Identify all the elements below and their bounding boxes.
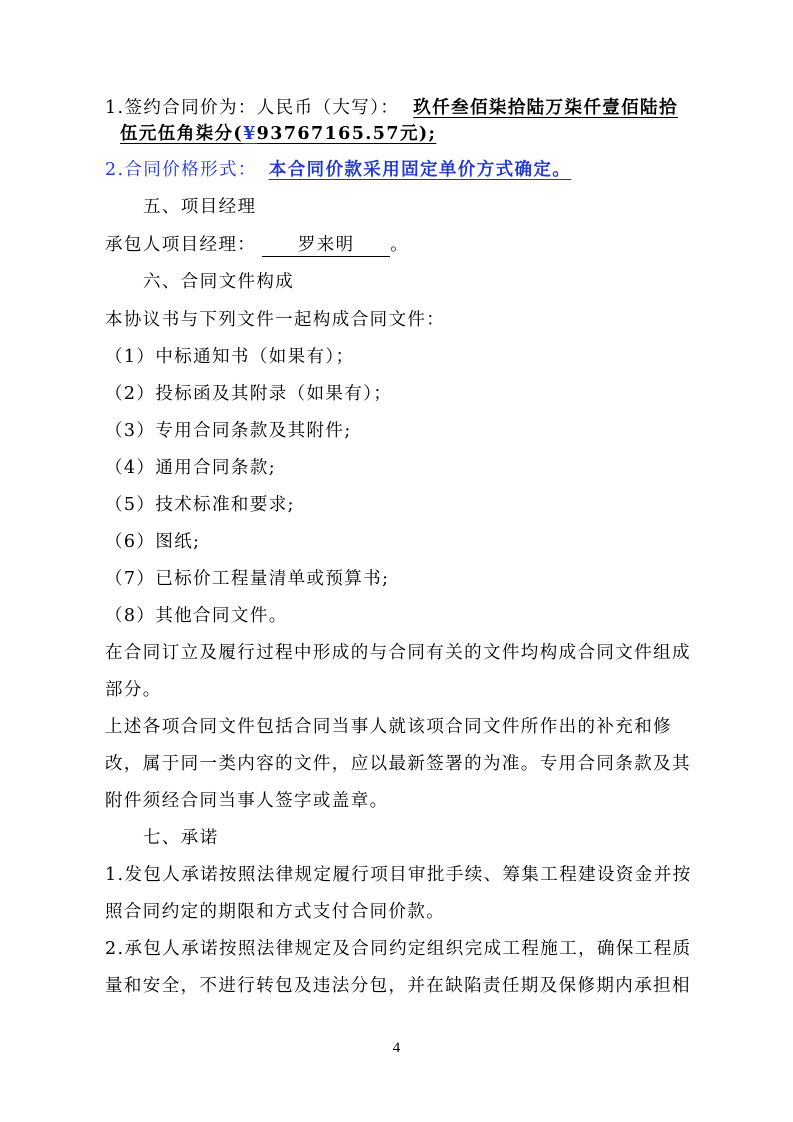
contract-price-label: 1.签约合同价为：人民币（大写）： [105, 98, 400, 118]
paragraph-line: 在合同订立及履行过程中形成的与合同有关的文件均构成合同文件组成 [105, 643, 691, 663]
paragraph-line: 上述各项合同文件包括合同当事人就该项合同文件所作出的补充和修 [105, 717, 672, 737]
section-6-intro: 本协议书与下列文件一起构成合同文件： [105, 310, 446, 330]
document-list-item: （3）专用合同条款及其附件; [105, 421, 352, 441]
document-list-item: （2）投标函及其附录（如果有）； [105, 384, 393, 404]
document-list-item: （5）技术标准和要求; [105, 495, 295, 515]
contract-price-amount-words-cont: 伍元伍角柒分 [120, 124, 234, 144]
document-list-item: （7）已标价工程量清单或预算书; [105, 569, 390, 589]
contract-price-form [105, 158, 571, 182]
contract-price-amount-words: 玖仟叁佰柒拾陆万柒仟壹佰陆拾 [413, 98, 678, 118]
price-form-label: 2.合同价格形式： [105, 160, 257, 180]
paragraph-line: 量和安全，不进行转包及违法分包，并在缺陷责任期及保修期内承担相 [105, 976, 691, 996]
section-5-heading: 五、项目经理 [143, 197, 257, 217]
contract-price-tail: 元); [399, 124, 437, 144]
paragraph-line: 附件须经合同当事人签字或盖章。 [105, 791, 389, 811]
price-form-value: 本合同价款采用固定单价方式确定。 [268, 160, 572, 180]
contract-price-yen: ¥ [243, 124, 257, 144]
document-list-item: （4）通用合同条款; [105, 458, 277, 478]
project-manager-end: 。 [390, 235, 410, 255]
project-manager-name: 罗来明 [262, 234, 390, 257]
project-manager-line [105, 233, 409, 257]
paragraph-line: 1.发包人承诺按照法律规定履行项目审批手续、筹集工程建设资金并按 [105, 865, 692, 885]
paragraph-line: 2.承包人承诺按照法律规定及合同约定组织完成工程施工，确保工程质 [105, 939, 692, 959]
project-manager-label: 承包人项目经理： [105, 235, 257, 255]
paragraph-line: 照合同约定的期限和方式支付合同价款。 [105, 902, 446, 922]
paragraph-line: 部分。 [105, 680, 162, 700]
contract-price-open-paren: ( [233, 124, 244, 144]
document-list-item: （6）图纸; [105, 532, 201, 552]
section-6-heading: 六、合同文件构成 [143, 272, 295, 292]
paragraph-line: 改，属于同一类内容的文件，应以最新签署的为准。专用合同条款及其 [105, 754, 691, 774]
contract-price-line1 [105, 96, 678, 120]
section-7-heading: 七、承诺 [143, 828, 219, 848]
document-list-item: （8）其他合同文件。 [105, 606, 288, 626]
contract-price-amount-number: 93767165.57 [256, 124, 400, 144]
contract-price-line2 [120, 122, 436, 146]
document-list-item: （1）中标通知书（如果有）； [105, 347, 355, 367]
page-number: 4 [392, 1040, 401, 1056]
